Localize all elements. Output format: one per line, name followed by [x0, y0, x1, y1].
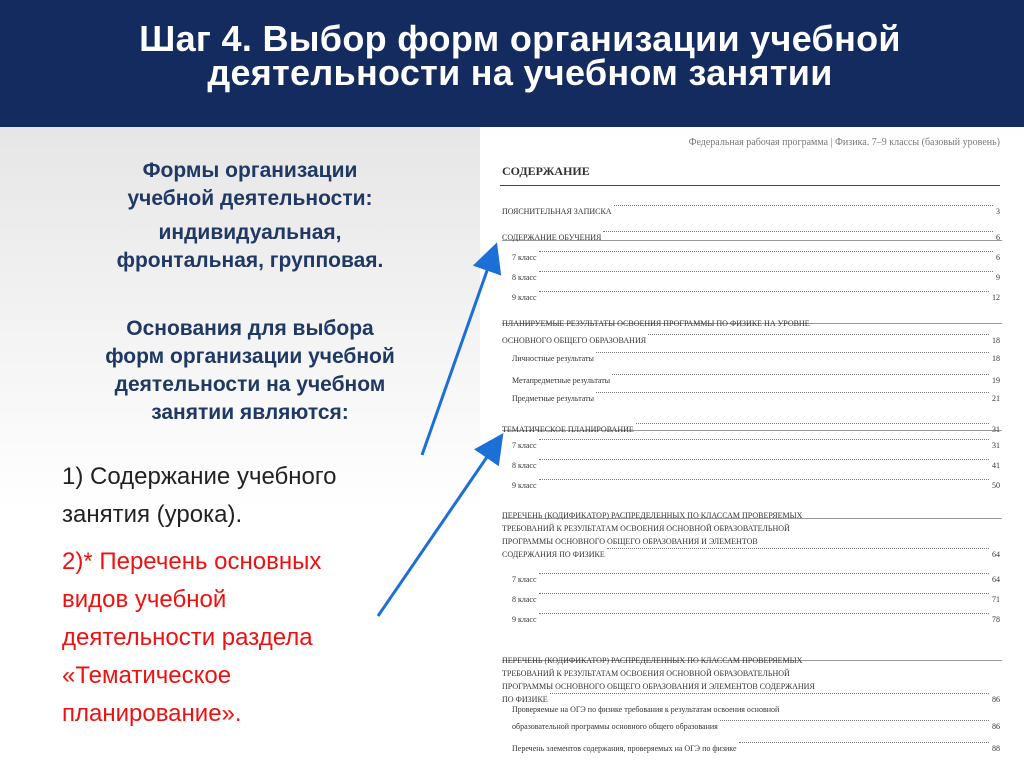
forms-heading-line2: учебной деятельности:: [127, 187, 373, 210]
toc-entry-text: Личностные результаты: [512, 354, 594, 363]
toc-entry-text: Проверяемые на ОГЭ по физике требования к результатам освоения основной: [512, 705, 780, 714]
toc-entry-text: ПОЯСНИТЕЛЬНАЯ ЗАПИСКА: [502, 207, 612, 216]
toc-entry-page: 31: [992, 441, 1000, 450]
toc-entry-text: ПЕРЕЧЕНЬ (КОДИФИКАТОР) РАСПРЕДЕЛЕННЫХ ПО КЛАССАМ ПРОВЕРЯЕМЫХ: [502, 511, 803, 520]
toc-entry-text: образовательной программы основного общего образования: [512, 722, 718, 731]
basis-heading-line3: деятельности на учебном: [114, 373, 386, 396]
toc-entry-page: 9: [996, 273, 1000, 282]
toc-entry-text: Предметные результаты: [512, 394, 595, 403]
basis-item-2-line4: «Тематическое: [62, 662, 232, 689]
toc-entry-text: 8 класс: [512, 273, 537, 282]
toc-entry-text: 7 класс: [512, 575, 537, 584]
toc-entry-page: 6: [996, 233, 1000, 242]
slide-title-line1: Шаг 4. Выбор форм организации учебной: [139, 18, 901, 59]
toc-entry-text: ТЕМАТИЧЕСКОЕ ПЛАНИРОВАНИЕ: [502, 425, 634, 434]
toc-entry-text: СОДЕРЖАНИЯ ПО ФИЗИКЕ: [502, 550, 605, 559]
basis-item-2-line5: планирование».: [62, 700, 242, 727]
toc-entry-page: 12: [992, 293, 1000, 302]
toc-entry-text: 9 класс: [512, 293, 537, 302]
basis-item-1-line2: занятия (урока).: [62, 501, 243, 528]
basis-heading-line2: форм организации учебной: [105, 345, 395, 368]
basis-item-2-line2: видов учебной: [62, 586, 227, 613]
toc-entry-text: ТРЕБОВАНИЙ К РЕЗУЛЬТАТАМ ОСВОЕНИЯ ОСНОВНОЙ ОБРАЗОВАТЕЛЬНОЙ: [502, 669, 790, 678]
toc-entry-page: 18: [992, 336, 1000, 345]
toc-entry-page: 19: [992, 376, 1000, 385]
basis-item-2-line3: деятельности раздела: [62, 624, 313, 651]
toc-entry-page: 50: [992, 481, 1000, 490]
toc-entry-text: 8 класс: [512, 461, 537, 470]
basis-item-2-line1: 2)* Перечень основных: [62, 548, 322, 575]
toc-entry-text: ПЛАНИРУЕМЫЕ РЕЗУЛЬТАТЫ ОСВОЕНИЯ ПРОГРАММЫ ПО ФИЗИКЕ НА УРОВНЕ: [502, 319, 810, 328]
toc-entry-text: ТРЕБОВАНИЙ К РЕЗУЛЬТАТАМ ОСВОЕНИЯ ОСНОВНОЙ ОБРАЗОВАТЕЛЬНОЙ: [502, 524, 790, 533]
toc-entry-text: 7 класс: [512, 253, 537, 262]
toc-entry-page: 86: [992, 722, 1000, 731]
toc-entry-page: 41: [992, 461, 1000, 470]
toc-entry-page: 71: [992, 595, 1000, 604]
toc-entry-page: 18: [992, 354, 1000, 363]
toc-entry-text: 9 класс: [512, 481, 537, 490]
arrow-to-planning-section: [378, 438, 500, 616]
basis-heading-line1: Основания для выбора: [126, 317, 374, 340]
toc-entry-text: ПЕРЕЧЕНЬ (КОДИФИКАТОР) РАСПРЕДЕЛЕННЫХ ПО КЛАССАМ ПРОВЕРЯЕМЫХ: [502, 656, 803, 665]
toc-entry-page: 86: [992, 695, 1000, 704]
toc-entry-page: 3: [996, 207, 1000, 216]
toc-entry-page: 31: [992, 425, 1000, 434]
toc-entry-text: ПО ФИЗИКЕ: [502, 695, 548, 704]
forms-list-line1: индивидуальная,: [158, 221, 342, 244]
forms-list-line2: фронтальная, групповая.: [116, 249, 384, 272]
toc-entry-page: 64: [992, 550, 1000, 559]
toc-entry-text: ОСНОВНОГО ОБЩЕГО ОБРАЗОВАНИЯ: [502, 336, 647, 345]
toc-entry-text: Метапредметные результаты: [512, 376, 611, 385]
toc-entry-page: 6: [996, 253, 1000, 262]
toc-entry-text: Перечень элементов содержания, проверяемых на ОГЭ по физике: [512, 744, 737, 753]
arrow-to-content-section: [422, 248, 495, 455]
toc-entry-page: 88: [992, 744, 1000, 753]
document-header: Федеральная рабочая программа | Физика. 7–9 классы (базовый уровень): [688, 137, 1000, 148]
toc-entry-text: 8 класс: [512, 595, 537, 604]
basis-heading-line4: занятии являются:: [151, 401, 349, 424]
toc-entry-text: 9 класс: [512, 615, 537, 624]
toc-entry-text: ПРОГРАММЫ ОСНОВНОГО ОБЩЕГО ОБРАЗОВАНИЯ И ЭЛЕМЕНТОВ: [502, 537, 758, 546]
basis-item-1-line1: 1) Содержание учебного: [62, 463, 337, 490]
toc-entry-text: ПРОГРАММЫ ОСНОВНОГО ОБЩЕГО ОБРАЗОВАНИЯ И ЭЛЕМЕНТОВ СОДЕРЖАНИЯ: [502, 682, 815, 691]
toc-entry-page: 64: [992, 575, 1000, 584]
toc-entry-page: 78: [992, 615, 1000, 624]
forms-heading-line1: Формы организации: [142, 159, 358, 182]
slide-title-line2: деятельности на учебном занятии: [207, 52, 833, 93]
toc-entry-page: 21: [992, 394, 1000, 403]
toc-entry-text: 7 класс: [512, 441, 537, 450]
document-section-title: СОДЕРЖАНИЕ: [502, 164, 590, 178]
toc-entry-text: СОДЕРЖАНИЕ ОБУЧЕНИЯ: [502, 233, 602, 242]
